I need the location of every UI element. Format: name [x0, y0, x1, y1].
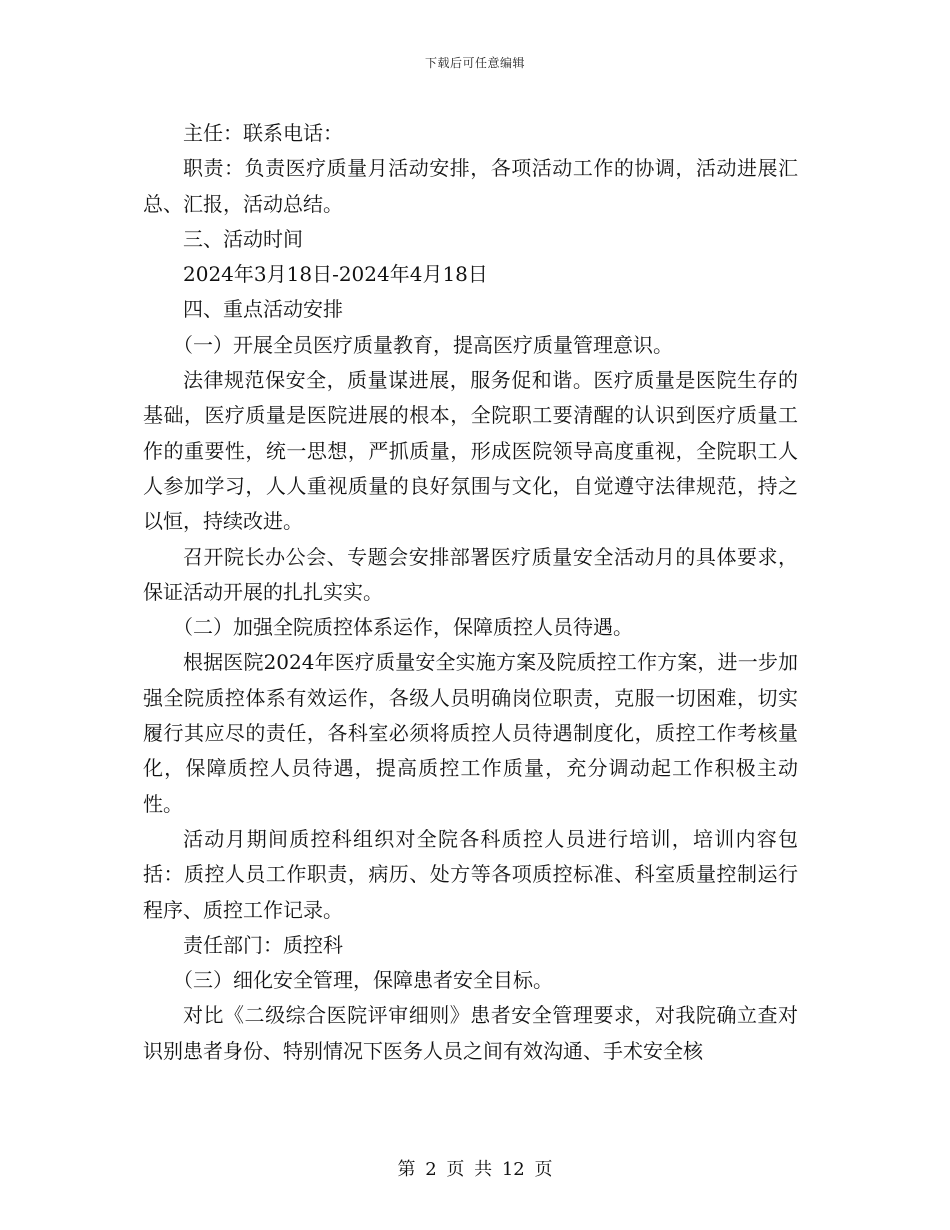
paragraph-activity-dates: 2024年3月18日-2024年4月18日 — [183, 262, 488, 287]
subheading-quality-education: （一）开展全员医疗质量教育，提高医疗质量管理意识。 — [173, 332, 673, 357]
paragraph-quality-education: 法律规范保安全，质量谋进展，服务促和谐。医疗质量是医院生存的基础，医疗质量是医院进展的根本，全院职工要清醒的认识到医疗质量工作的重要性，统一思想，严抓质量，形成医院领导高度重视，全院职工人人参加学习，人人重视质量的良好氛围与文化，自觉遵守法律规范，持之以恒，持续改进。 — [143, 368, 798, 534]
paragraph-meetings: 召开院长办公会、专题会安排部署医疗质量安全活动月的具体要求，保证活动开展的扎扎实实。 — [143, 544, 798, 604]
page-header: 下载后可任意编辑 — [424, 56, 525, 70]
paragraph-training: 活动月期间质控科组织对全院各科质控人员进行培训，培训内容包括：质控人员工作职责，病历、处方等各项质控标准、科室质量控制运行程序、质控工作记录。 — [143, 826, 798, 922]
paragraph-duties: 职责：负责医疗质量月活动安排，各项活动工作的协调，活动进展汇总、汇报，活动总结。 — [143, 156, 798, 216]
section-heading-key-activities: 四、重点活动安排 — [183, 297, 343, 322]
section-heading-activity-time: 三、活动时间 — [183, 226, 303, 251]
paragraph-responsible-department: 责任部门：质控科 — [183, 932, 343, 957]
paragraph-patient-safety: 对比《二级综合医院评审细则》患者安全管理要求，对我院确立查对识别患者身份、特别情况下医务人员之间有效沟通、手术安全核 — [143, 1003, 798, 1063]
paragraph-director-contact: 主任：联系电话： — [183, 121, 343, 145]
paragraph-quality-control-plan: 根据医院2024年医疗质量安全实施方案及院质控工作方案，进一步加强全院质控体系有效运作，各级人员明确岗位职责，克服一切困难，切实履行其应尽的责任，各科室必须将质控人员待遇制度化，质控工作考核量化，保障质控人员待遇，提高质控工作质量，充分调动起工作积极主动性。 — [143, 650, 798, 816]
subheading-quality-control-system: （二）加强全院质控体系运作，保障质控人员待遇。 — [173, 615, 633, 640]
page-number-footer: 第 2 页 共 12 页 — [397, 1159, 553, 1180]
document-body — [143, 116, 798, 1069]
subheading-patient-safety: （三）细化安全管理，保障患者安全目标。 — [173, 968, 553, 993]
